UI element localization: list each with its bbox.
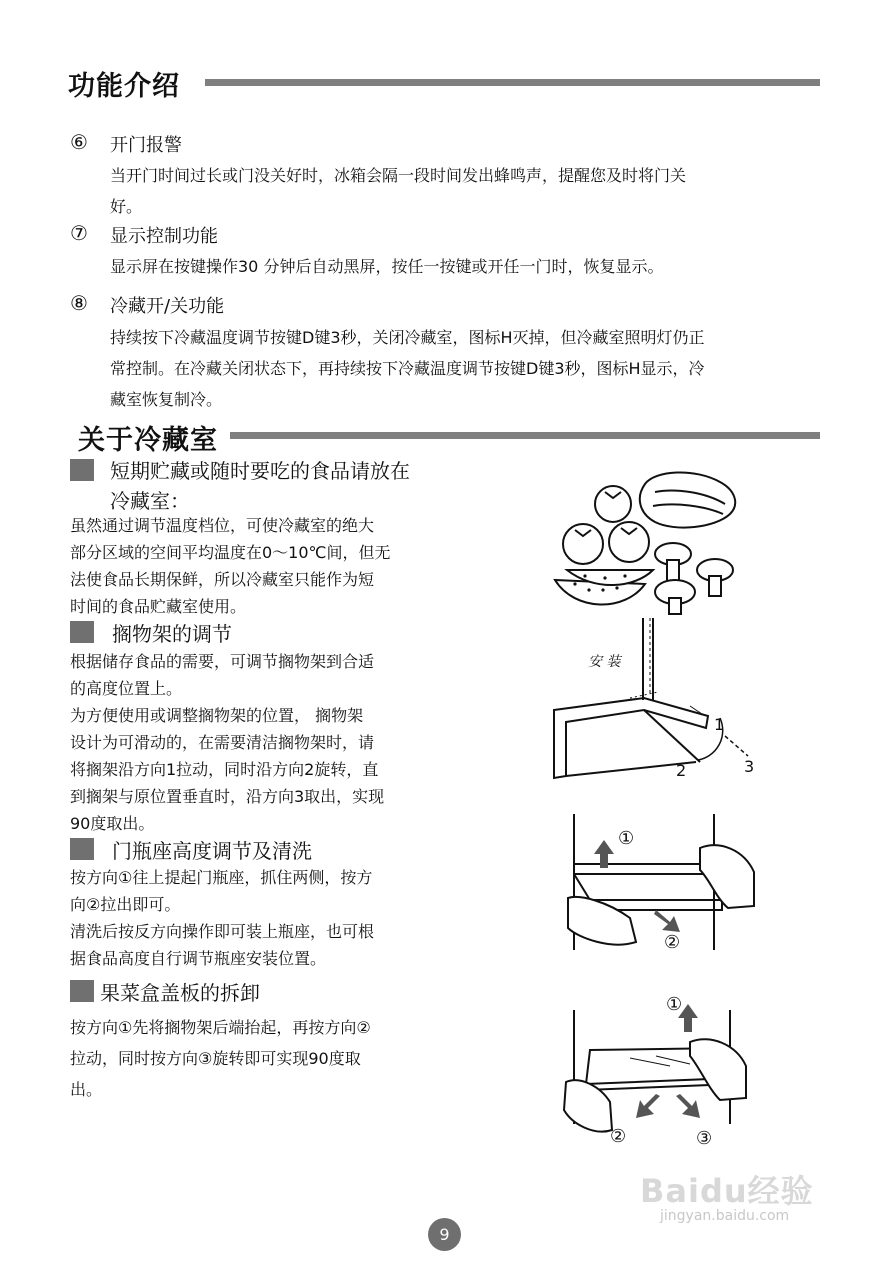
bullet-square <box>70 980 94 1002</box>
bullet-square <box>70 459 94 481</box>
item-number: ⑦ <box>70 221 88 245</box>
item-title-door-alarm: 开门报警 <box>110 135 182 156</box>
page-number: 9 <box>428 1218 461 1251</box>
install-label: 安 装 <box>588 654 621 670</box>
item-number: ⑧ <box>70 291 88 315</box>
block-heading-door-bin: 门瓶座高度调节及清洗 <box>112 839 312 863</box>
food-illustration <box>545 462 745 622</box>
direction-1-label: ① <box>618 828 635 849</box>
direction-3-label: 3 <box>744 757 755 776</box>
watermark-url: jingyan.baidu.com <box>660 1208 790 1224</box>
item-text: 持续按下冷藏温度调节按键D键3秒，关闭冷藏室，图标H灭掉，但冷藏室照明灯仍正 常控制。在冷藏关闭状态下，再持续按下冷藏温度调节按键D键3秒，图标H显示，冷 藏室恢复制冷。 <box>110 328 705 409</box>
block-text: 虽然通过调节温度档位，可使冷藏室的绝大 部分区域的空间平均温度在0～10℃间，但无 法使食品长期保鲜，所以冷藏室只能作为短 时间的食品贮藏室使用。 <box>70 516 391 616</box>
bullet-square <box>70 838 94 860</box>
block-text: 根据储存食品的需要，可调节搁物架到合适 的高度位置上。 为方便使用或调整搁物架的位置， 搁物架 设计为可滑动的，在需要清洁搁物架时，请 将搁架沿方向1拉动，同时沿方向2旋转，直 到搁架与原位置垂直时，沿方向3取出，实现 90度取出。 <box>70 652 385 833</box>
section-rule <box>205 79 820 86</box>
direction-2-label: 2 <box>676 761 687 780</box>
direction-1-label: ① <box>666 994 683 1015</box>
direction-2-label: ② <box>664 932 681 953</box>
section-title-features: 功能介绍 <box>68 71 180 102</box>
item-text: 当开门时间过长或门没关好时，冰箱会隔一段时间发出蜂鸣声，提醒您及时将门关 好。 <box>110 166 687 216</box>
section-title-fridge: 关于冷藏室 <box>78 425 218 456</box>
item-number: ⑥ <box>70 130 88 154</box>
item-title-fridge-onoff: 冷藏开/关功能 <box>110 296 225 317</box>
crisper-cover-diagram <box>560 990 760 1150</box>
direction-2-label: ② <box>610 1126 627 1147</box>
block-heading-short-storage: 短期贮藏或随时要吃的食品请放在 冷藏室： <box>110 459 410 513</box>
item-text: 显示屏在按键操作30 分钟后自动黑屏，按任一按键或开任一门时，恢复显示。 <box>110 257 664 276</box>
watermark-logo: Baidu经验 <box>640 1172 814 1210</box>
direction-1-label: 1 <box>714 715 725 734</box>
door-bin-diagram <box>560 810 760 960</box>
block-heading-crisper: 果菜盒盖板的拆卸 <box>100 981 260 1005</box>
block-heading-shelf: 搁物架的调节 <box>112 622 232 646</box>
block-text: 按方向①先将搁物架后端抬起，再按方向② 拉动，同时按方向③旋转即可实现90度取 出。 <box>70 1018 371 1099</box>
block-text: 按方向①往上提起门瓶座，抓住两侧，按方 向②拉出即可。 清洗后按反方向操作即可装上瓶座，也可根 据食品高度自行调节瓶座安装位置。 <box>70 868 375 968</box>
direction-3-label: ③ <box>696 1128 713 1149</box>
section-rule <box>230 432 820 439</box>
item-title-display-control: 显示控制功能 <box>110 226 218 247</box>
bullet-square <box>70 621 94 643</box>
shelf-adjust-diagram <box>540 618 780 788</box>
